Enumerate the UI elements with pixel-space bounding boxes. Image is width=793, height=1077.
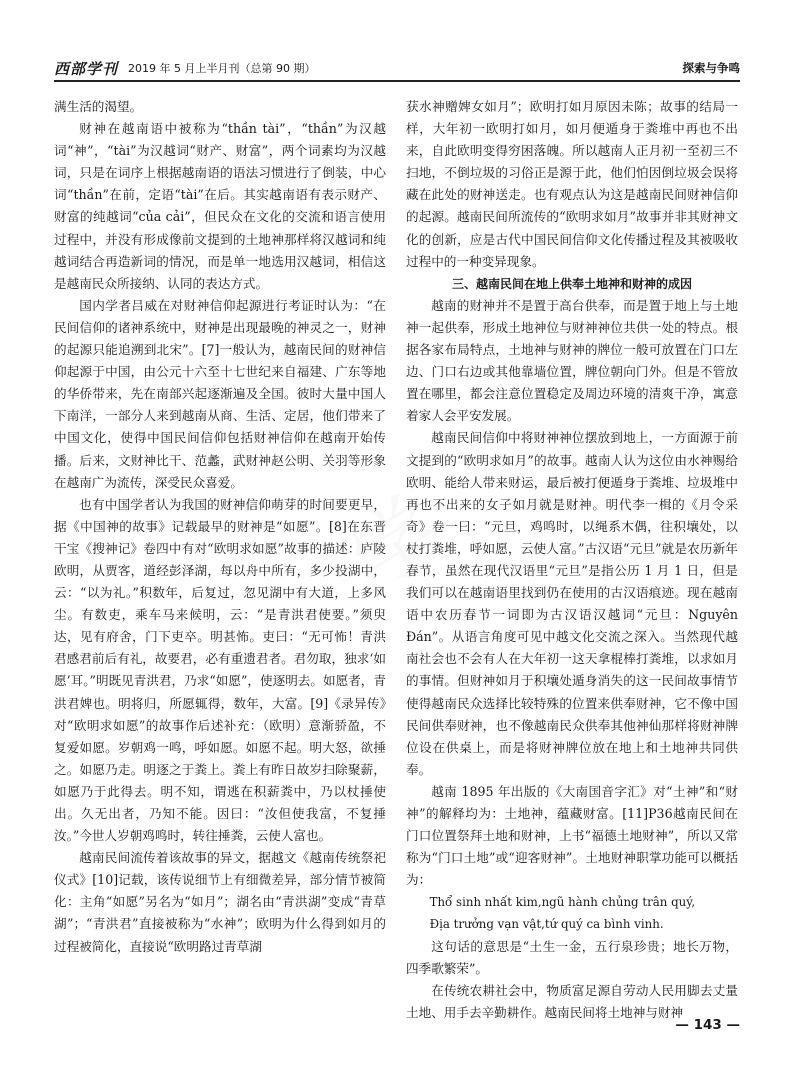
header-rule bbox=[54, 80, 740, 82]
paragraph: 越南民间流传着该故事的异文，据越文《越南传统祭祀仪式》[10]记载，该传说细节上有细微差异，部分情节被简化：主角“如愿”另名为“如月”；湖名由“青洪湖”变成“青草湖”；“青洪君”直接被称为“水神”；欧明为什么得到如月的过程被简化，直接说“欧明路过青草湖 bbox=[54, 850, 386, 954]
paragraph: 也有中国学者认为我国的财神信仰萌芽的时间要更早，据《中国神的故事》记载最早的财神是“如愿”。[8]在东晋干宝《搜神记》卷四中有对“欧明求如愿”故事的描述：庐陵欧明，从贾客，道经彭泽湖，每以舟中所有，多少投湖中，云：“以为礼。”积数年，后复过，忽见湖中有大道，上多风尘。有数吏，乘车马来候明，云：“是青洪君使要。”须臾达，见有府舍，门下吏卒。明甚怖。吏曰：“无可怖！青洪君感君前后有礼，故要君，必有重遗君者。君勿取，独求‘如愿’耳。”明既见青洪君，乃求“如愿”，使逐明去。如愿者，青洪君婢也。明将归，所愿辄得，数年，大富。[9]《录异传》对“欧明求如愿”的故事作后述补充：（欧明）意渐骄盈，不复爱如愿。岁朝鸡一鸣，呼如愿。如愿不起。明大怒，欲捶之。如愿乃走。明逐之于粪上。粪上有昨日故岁扫除聚薪，如愿乃于此得去。明不知，谓逃在积薪粪中，乃以杖捶使出。久无出者，乃知不能。因曰：“汝但使我富，不复捶汝。”今世人岁朝鸡鸣时，转往捶粪，云使人富也。 bbox=[54, 496, 386, 844]
paragraph: 越南的财神并不是置于高台供奉，而是置于地上与土地神一起供奉，形成土地神位与财神神位共供一处的特点。根据各家布局特点，土地神与财神的牌位一般可放置在门口左边、门口右边或其他靠墙位置，牌位朝向门外。但是不管放置在哪里，都会注意位置稳定及周边环境的清爽干净，寓意着家人会平安发展。 bbox=[406, 297, 738, 424]
section-heading: 三、越南民间在地上供奉土地神和财神的成因 bbox=[451, 276, 692, 291]
paragraph: 财神在越南语中被称为“thần tài”，“thần”为汉越词“神”，“tài”为汉越词“财产、财富”，两个词素均为汉越词，只是在词序上根据越南语的语法习惯进行了倒装，中心词“thần”在前，定语“tài”在后。其实越南语有表示财产、财富的纯越词“của cải”，但民众在文化的交流和语言使用过程中，并没有形成像前文提到的土地神那样将汉越词和纯越词结合再造新词的情况，而是单一地选用汉越词，相信这是越南民众所接纳、认同的表达方式。 bbox=[54, 121, 386, 291]
vietnamese-verse-line: Thổ sinh nhất kim,ngũ hành chủng trân quý, bbox=[429, 895, 696, 910]
right-column bbox=[406, 96, 738, 1024]
paragraph: 这句话的意思是“土生一金，五行泉珍贵；地长万物，四季歌繁荣”。 bbox=[406, 938, 738, 976]
paragraph: 获水神赠婢女如月”；欧明打如月原因未陈；故事的结局一样，大年初一欧明打如月，如月便遁身于粪堆中再也不出来，自此欧明变得穷困落魄。所以越南人正月初一至初三不扫地，不倒垃圾的习俗正是源于此，他们怕因倒垃圾会误将藏在此处的财神送走。也有观点认为这是越南民间财神信仰的起源。越南民间所流传的“欧明求如月”故事并非其财神文化的创新，应是古代中国民间信仰文化传播过程及其被吸收过程中的一种变异现象。 bbox=[406, 99, 738, 269]
paragraph: 满生活的渴望。 bbox=[54, 99, 143, 114]
page-header bbox=[54, 56, 740, 80]
paragraph: 越南 1895 年出版的《大南国音字汇》对“土神”和“财神”的解释均为：土地神，蕴藏财富。[11]P36越南民间在门口位置祭拜土地和财神，上书“福德土地财神”，所以又常称为“门口土地”或“迎客财神”。土地财神职掌功能可以概括为： bbox=[406, 783, 738, 888]
left-column bbox=[54, 96, 386, 958]
paragraph: 越南民间信仰中将财神神位摆放到地上，一方面源于前文提到的“欧明求如月”的故事。越南人认为这位由水神赐给欧明、能给人带来财运，最后被打便遁身于粪堆、垃圾堆中再也不出来的女子如月就是财神。明代李一楫的《月令采奇》卷一曰：“元旦，鸡鸣时，以绳系木偶，往积壤处，以杖打粪堆，呼如愿，云使人富。”古汉语“元旦”就是农历新年春节，虽然在现代汉语里“元旦”是指公历 1 月 1 日，但是我们可以在越南语里找到仍在使用的古汉语痕迹。现在越南语中农历春节一词即为古汉语汉越词“元旦：Nguyên Đán”。从语言角度可见中越文化交流之深入。当然现代越南社会也不会有人在大年初一这天拿棍棒打粪堆，以求如月的事情。但财神如月于积壤处遁身消失的这一民间故事情节使得越南民众选择比较特殊的位置来供奉财神，它不像中国民间供奉财神，也不像越南民众供奉其他神仙那样将财神牌位设在供桌上，而是将财神牌位放在地上和土地神共同供奉。 bbox=[406, 430, 738, 777]
section-title: 探索与争鸣 bbox=[682, 61, 740, 75]
vietnamese-verse-line: Địa trưởng vạn vật,tứ quý ca bình vinh. bbox=[429, 917, 664, 932]
paragraph: 在传统农耕社会中，物质富足源自劳动人民用脚去丈量土地、用手去辛勤耕作。越南民间将土地神与财神 bbox=[406, 982, 738, 1020]
watermark: 学 bbox=[331, 466, 476, 611]
paragraph: 国内学者吕威在对财神信仰起源进行考证时认为：“在民间信仰的诸神系统中，财神是出现最晚的神灵之一，财神的起源只能追溯到北宋”。[7]一般认为，越南民间的财神信仰起源于中国，由公元十六至十七世纪来自福建、广东等地的华侨带来，先在南部兴起逐渐遍及全国。彼时大量中国人下南洋，一部分人来到越南从商、生活、定居，他们带来了中国文化，使得中国民间信仰包括财神信仰在越南开始传播。后来，文财神比干、范蠡，武财神赵公明、关羽等形象在越南广为流传，深受民众喜爱。 bbox=[54, 297, 386, 490]
page-number: — 143 — bbox=[675, 1017, 740, 1033]
journal-logo: 西部学刊 bbox=[54, 60, 119, 78]
issue-info: 2019 年 5 月上半月刊（总第 90 期） bbox=[128, 62, 316, 75]
